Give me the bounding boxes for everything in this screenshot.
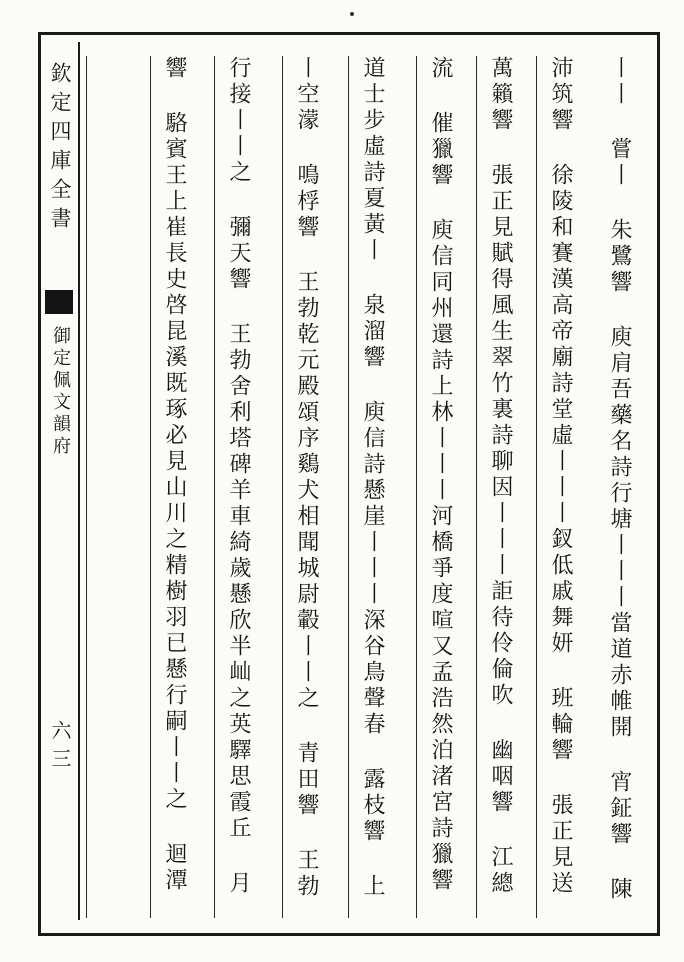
text-column-4: 流 催獵響 庾信同州還詩上林丨丨丨河橋爭度喧又孟浩然泊渚宮詩獵響 xyxy=(416,56,463,918)
text-column-6: 丨空濛 鳴桴響 王勃乾元殿頌序鷄犬相聞城尉轂丨丨之 青田響 王勃 xyxy=(282,56,329,918)
text-column-3: 萬籟響 張正見賦得風生翠竹裏詩聊因丨丨丨詎待伶倫吹 幽咽響 江總 xyxy=(476,56,523,918)
ink-speck xyxy=(350,12,354,16)
text-column-8: 響 駱賓王上崔長史啓昆溪既琢必見山川之精樹羽已懸行嗣丨丨之 迴潭 xyxy=(150,56,197,918)
collection-title: 欽定四庫全書 xyxy=(48,62,72,236)
page-number: 六三 xyxy=(48,720,72,776)
text-column-9 xyxy=(86,56,133,918)
text-column-5: 道士步虛詩夏黃丨 泉溜響 庾信詩懸崖丨丨丨深谷鳥聲春 露枝響 上 xyxy=(348,56,395,918)
text-column-1: 丨丨 嘗丨 朱鷺響 庾肩吾藥名詩行塘丨丨丨當道赤帷開 宵鉦響 陳 xyxy=(607,56,632,903)
text-column-7: 行接丨丨之 彌天響 王勃舍利塔碑羊車綺歲懸欣半屾之英驛思霞丘 月 xyxy=(214,56,261,918)
text-column-2: 沛筑響 徐陵和賽漢高帝廟詩堂虛丨丨丨釵低戚舞妍 班輪響 張正見送 xyxy=(536,56,583,918)
book-title: 御定佩文韻府 xyxy=(50,326,71,458)
fishtail-mark xyxy=(45,290,73,314)
